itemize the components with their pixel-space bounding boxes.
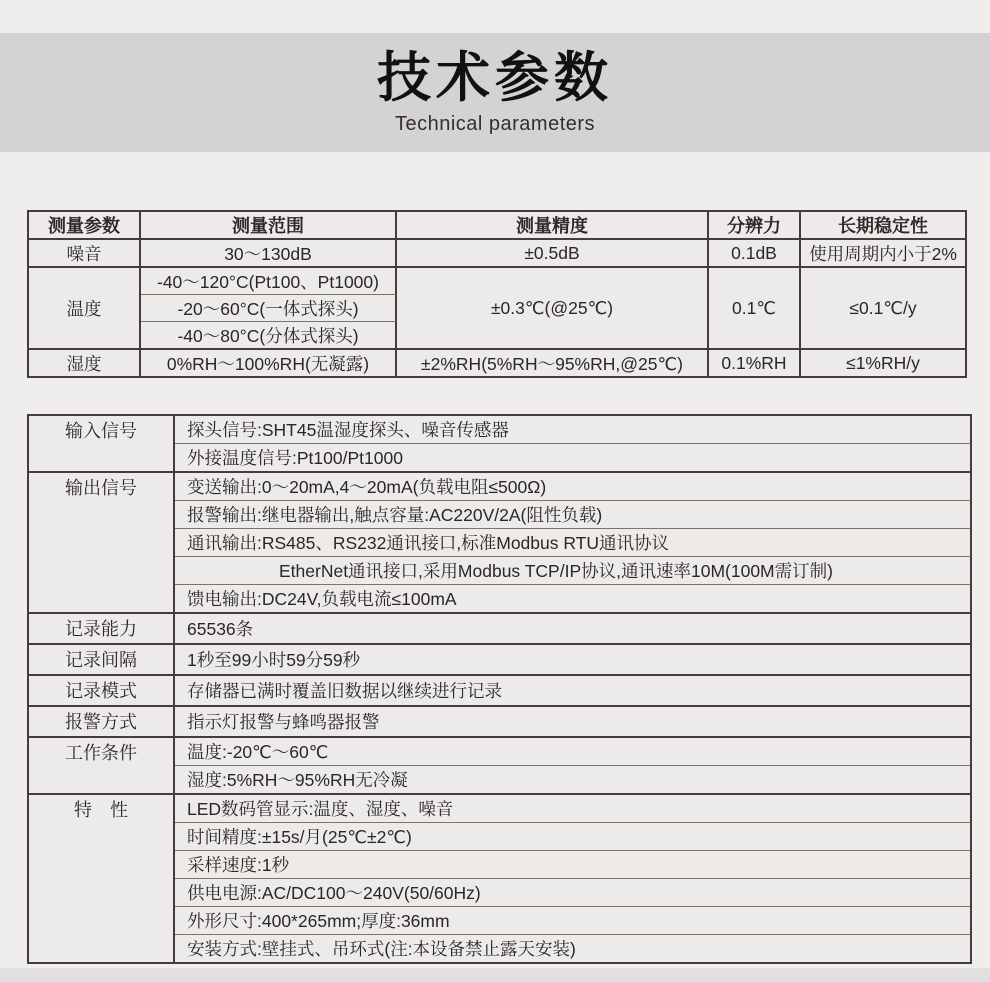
detail-line-cell: 时间精度:±15s/月(25℃±2℃) xyxy=(175,823,970,851)
detail-line-cell: 探头信号:SHT45温湿度探头、噪音传感器 xyxy=(175,416,970,444)
spec-header-cell: 测量范围 xyxy=(141,212,397,240)
detail-line-cell: 馈电输出:DC24V,负载电流≤100mA xyxy=(175,585,970,614)
detail-line-cell: 湿度:5%RH～95%RH无冷凝 xyxy=(175,766,970,795)
detail-line-cell: LED数码管显示:温度、湿度、噪音 xyxy=(175,795,970,823)
detail-line-cell: 报警输出:继电器输出,触点容量:AC220V/2A(阻性负载) xyxy=(175,501,970,529)
header-band xyxy=(0,33,990,152)
spec-accuracy-cell: ±0.3℃(@25℃) xyxy=(397,268,709,350)
detail-line-cell: 变送输出:0～20mA,4～20mA(负载电阻≤500Ω) xyxy=(175,473,970,501)
detail-group-label: 记录间隔 xyxy=(29,645,175,676)
detail-group-label: 输出信号 xyxy=(29,473,175,614)
detail-group-label: 报警方式 xyxy=(29,707,175,738)
spec-range-cell: 30～130dB xyxy=(141,240,397,268)
detail-line-cell: 1秒至99小时59分59秒 xyxy=(175,645,970,676)
spec-accuracy-cell: ±0.5dB xyxy=(397,240,709,268)
spec-header-cell: 测量精度 xyxy=(397,212,709,240)
detail-group-label: 特 性 xyxy=(29,795,175,962)
spec-stability-cell: ≤1%RH/y xyxy=(846,352,920,373)
spec-header-cell: 测量参数 xyxy=(29,212,141,240)
spec-resolution-cell: 0.1dB xyxy=(709,240,801,268)
detail-line-cell: 供电电源:AC/DC100～240V(50/60Hz) xyxy=(175,879,970,907)
spec-table-body xyxy=(29,212,965,376)
spec-param-cell: 湿度 xyxy=(29,350,141,376)
detail-line-cell: 采样速度:1秒 xyxy=(175,851,970,879)
detail-line-cell: 65536条 xyxy=(175,614,970,645)
spec-param-cell: 温度 xyxy=(29,268,141,350)
detail-group-label: 输入信号 xyxy=(29,416,175,473)
spec-param-cell: 噪音 xyxy=(29,240,141,268)
detail-table xyxy=(27,414,972,964)
spec-resolution-cell: 0.1℃ xyxy=(709,268,801,350)
detail-line-cell: 安装方式:壁挂式、吊环式(注:本设备禁止露天安装) xyxy=(187,939,576,959)
spec-resolution-cell: 0.1%RH xyxy=(709,350,801,376)
detail-line-cell: EtherNet通讯接口,采用Modbus TCP/IP协议,通讯速率10M(100M需订制) xyxy=(175,557,970,585)
spec-range-cell: -20～60°C(一体式探头) xyxy=(141,295,397,322)
detail-group-label: 记录能力 xyxy=(29,614,175,645)
detail-group-label: 工作条件 xyxy=(29,738,175,795)
detail-line-cell: 存储器已满时覆盖旧数据以继续进行记录 xyxy=(175,676,970,707)
spec-range-cell: -40～120°C(Pt100、Pt1000) xyxy=(141,268,397,295)
spec-range-cell: 0%RH～100%RH(无凝露) xyxy=(141,350,397,376)
page-title: 技术参数 xyxy=(377,48,613,109)
detail-line-cell: 外形尺寸:400*265mm;厚度:36mm xyxy=(175,907,970,935)
detail-line-cell: 指示灯报警与蜂鸣器报警 xyxy=(175,707,970,738)
detail-line-cell: 外接温度信号:Pt100/Pt1000 xyxy=(175,444,970,473)
spec-table xyxy=(27,210,967,378)
spec-header-cell: 长期稳定性 xyxy=(801,212,965,240)
page-subtitle: Technical parameters xyxy=(394,112,596,135)
detail-group-label: 记录模式 xyxy=(29,676,175,707)
spec-stability-cell: ≤0.1℃/y xyxy=(801,268,965,350)
detail-line-cell: 通讯输出:RS485、RS232通讯接口,标准Modbus RTU通讯协议 xyxy=(175,529,970,557)
bottom-strip xyxy=(0,968,990,982)
detail-line-cell: 温度:-20℃～60℃ xyxy=(175,738,970,766)
detail-table-body xyxy=(29,416,970,962)
spec-stability-cell: 使用周期内小于2% xyxy=(801,240,965,268)
spec-range-cell: -40～80°C(分体式探头) xyxy=(141,322,397,350)
spec-accuracy-cell: ±2%RH(5%RH～95%RH,@25℃) xyxy=(397,350,709,376)
spec-header-cell: 分辨力 xyxy=(709,212,801,240)
